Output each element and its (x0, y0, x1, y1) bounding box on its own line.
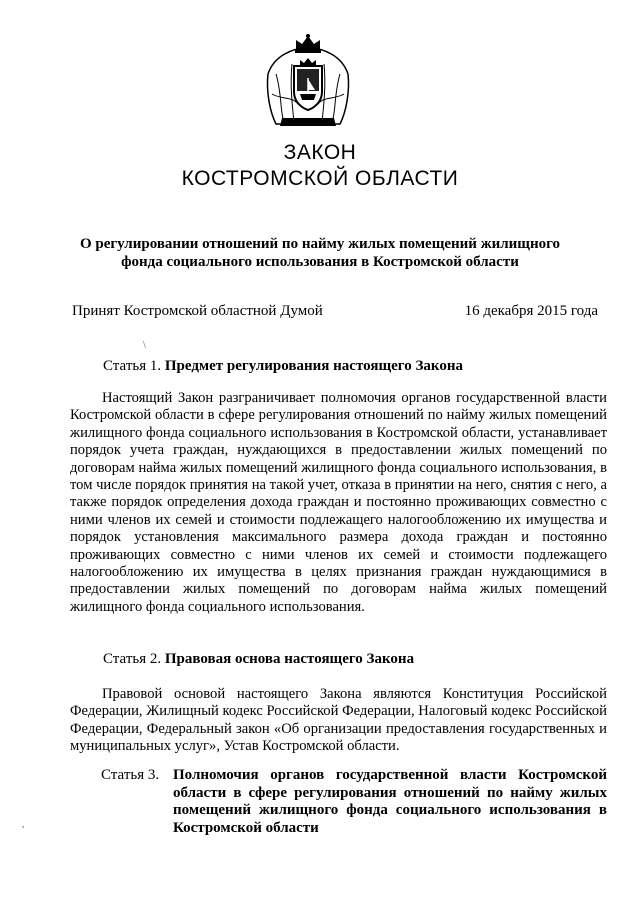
kostroma-coat-of-arms-icon (262, 34, 354, 128)
adoption-date: 16 декабря 2015 года (464, 303, 598, 319)
article-1-body: Настоящий Закон разграничивает полномочия органов государственной власти Костромской области в сфере регулирования отношений по найму жилых помещений жилищного фонда социального использования в Костромской области, устанавливает порядок учета граждан, нуждающихся в предоставлении жилых помещений по договорам найма жилых помещений жилищного фонда социального использования, в том числе порядок принятия на такой учет, отказа в принятии на него, снятия с него, а также порядок определения дохода граждан и постоянно проживающих совместно с ними членов их семей и стоимости подлежащего налогообложению их имущества и порядок установления максимального размера дохода граждан и постоянно проживающих совместно с ними членов их семей и стоимости подлежащего налогообложению их имущества в целях признания граждан нуждающимися в предоставлении жилых помещений по договорам найма жилых помещений жилищного фонда социального использования. (70, 390, 607, 615)
article-3-label: Статья 3. (101, 767, 160, 783)
adoption-text: Принят Костромской областной Думой (72, 303, 323, 319)
article-1-title: Предмет регулирования настоящего Закона (164, 358, 463, 374)
margin-tick: , (22, 819, 25, 829)
law-region-title: КОСТРОМСКОЙ ОБЛАСТИ (181, 167, 459, 190)
article-1-label: Статья 1. (103, 358, 162, 374)
article-2-body: Правовой основой настоящего Закона являются Конституция Российской Федерации, Жилищный кодекс Российской Федерации, Налоговый кодекс Российской Федерации, Федеральный закон «Об организации предоставления государственных и муниципальных услуг», Устав Костромской области. (70, 686, 607, 755)
article-2-title: Правовая основа настоящего Закона (164, 651, 415, 667)
article-1-heading (103, 357, 463, 375)
law-subtitle: О регулировании отношений по найму жилых помещений жилищного фонда социального использования в Костромской области (79, 236, 561, 270)
article-3-title: Полномочия органов государственной власти Костромской области в сфере регулирования отношений по найму жилых помещений жилищного фонда социального использования в Костромской области (173, 767, 607, 836)
margin-mark: \ (143, 340, 146, 351)
article-2-label: Статья 2. (103, 651, 162, 667)
law-title: ЗАКОН (283, 141, 357, 164)
article-2-heading (103, 650, 414, 668)
